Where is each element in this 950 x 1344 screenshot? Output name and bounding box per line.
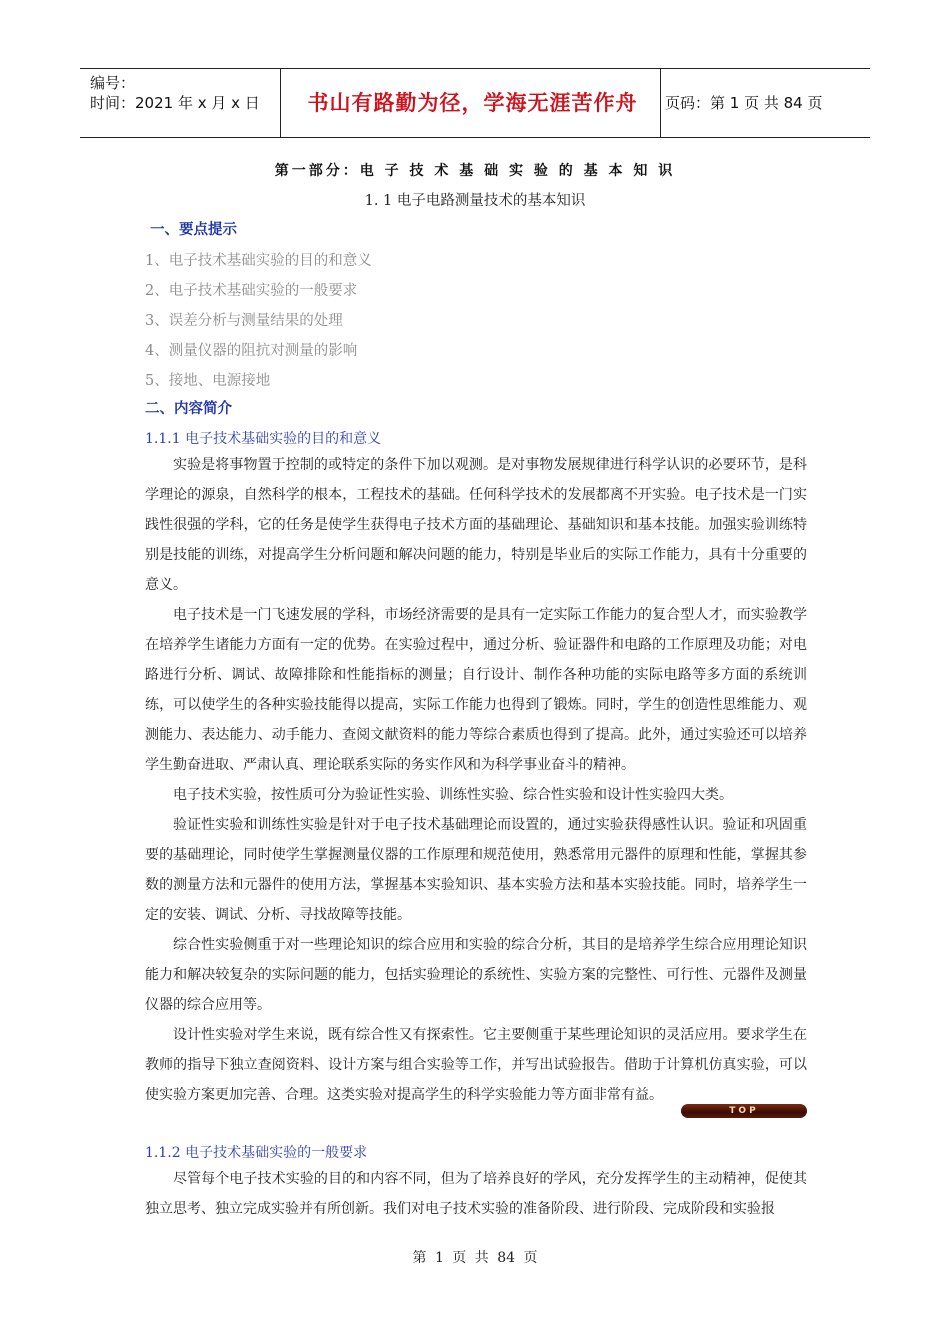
point-item: 2、电子技术基础实验的一般要求 <box>145 283 358 299</box>
doc-time: 时间：2021 年 x 月 x 日 <box>90 94 260 112</box>
back-to-top-button[interactable]: TOP <box>681 1104 807 1118</box>
subsection-title-2: 1.1.2 电子技术基础实验的一般要求 <box>145 1145 368 1161</box>
points-heading: 一、要点提示 <box>150 222 237 238</box>
point-item: 1、电子技术基础实验的目的和意义 <box>145 253 372 269</box>
paragraph: 实验是将事物置于控制的或特定的条件下加以观测。是对事物发展规律进行科学认识的必要环节，是科学理论的源泉，自然科学的根本，工程技术的基础。任何科学技术的发展都离不开实验。电子技术是一门实践性很强的学科，它的任务是使学生获得电子技术方面的基础理论、基础知识和基本技能。加强实验训练特别是技能的训练，对提高学生分析问题和解决问题的能力，特别是毕业后的实际工作能力，具有十分重要的意义。 <box>145 457 807 593</box>
header-table <box>80 68 870 138</box>
subsection-title-1: 1.1.1 电子技术基础实验的目的和意义 <box>145 431 382 447</box>
header-motto: 书山有路勤为径，学海无涯苦作舟 <box>307 91 638 115</box>
header-meta <box>90 73 280 113</box>
header-divider <box>660 69 661 137</box>
paragraph: 验证性实验和训练性实验是针对于电子技术基础理论而设置的，通过实验获得感性认识。验证和巩固重要的基础理论，同时使学生掌握测量仪器的工作原理和规范使用，熟悉常用元器件的原理和性能，掌握其参数的测量方法和元器件的使用方法，掌握基本实验知识、基本实验方法和基本实验技能。同时，培养学生一定的安装、调试、分析、寻找故障等技能。 <box>145 817 807 923</box>
page-footer: 第 1 页 共 84 页 <box>412 1250 538 1266</box>
section-title: 1. 1 电子电路测量技术的基本知识 <box>364 193 586 209</box>
intro-heading: 二、内容简介 <box>145 401 232 417</box>
point-item: 5、接地、电源接地 <box>145 373 271 389</box>
paragraph: 电子技术实验，按性质可分为验证性实验、训练性实验、综合性实验和设计性实验四大类。 <box>173 787 733 803</box>
header-divider <box>280 69 281 137</box>
paragraph: 设计性实验对学生来说，既有综合性又有探索性。它主要侧重于某些理论知识的灵活应用。要求学生在教师的指导下独立查阅资料、设计方案与组合实验等工作，并写出试验报告。借助于计算机仿真实验，可以使实验方案更加完善、合理。这类实验对提高学生的科学实验能力等方面非常有益。 <box>145 1027 807 1103</box>
part-title: 第一部分：电 子 技 术 基 础 实 验 的 基 本 知 识 <box>274 163 676 179</box>
paragraph: 尽管每个电子技术实验的目的和内容不同，但为了培养良好的学风，充分发挥学生的主动精神，促使其独立思考、独立完成实验并有所创新。我们对电子技术实验的准备阶段、进行阶段、完成阶段和实验报 <box>145 1171 807 1217</box>
doc-number: 编号： <box>90 74 136 92</box>
point-item: 3、误差分析与测量结果的处理 <box>145 313 343 329</box>
paragraph: 电子技术是一门飞速发展的学科，市场经济需要的是具有一定实际工作能力的复合型人才，而实验教学在培养学生诸能力方面有一定的优势。在实验过程中，通过分析、验证器件和电路的工作原理及功能；对电路进行分析、调试、故障排除和性能指标的测量；自行设计、制作各种功能的实际电路等多方面的系统训练，可以使学生的各种实验技能得以提高，实际工作能力也得到了锻炼。同时，学生的创造性思维能力、观测能力、表达能力、动手能力、查阅文献资料的能力等综合素质也得到了提高。此外，通过实验还可以培养学生勤奋进取、严肃认真、理论联系实际的务实作风和为科学事业奋斗的精神。 <box>145 607 807 773</box>
point-item: 4、测量仪器的阻抗对测量的影响 <box>145 343 358 359</box>
paragraph: 综合性实验侧重于对一些理论知识的综合应用和实验的综合分析，其目的是培养学生综合应用理论知识能力和解决较复杂的实际问题的能力，包括实验理论的系统性、实验方案的完整性、可行性、元器件及测量仪器的综合应用等。 <box>145 937 807 1013</box>
header-page-info: 页码：第 1 页 共 84 页 <box>665 94 823 112</box>
